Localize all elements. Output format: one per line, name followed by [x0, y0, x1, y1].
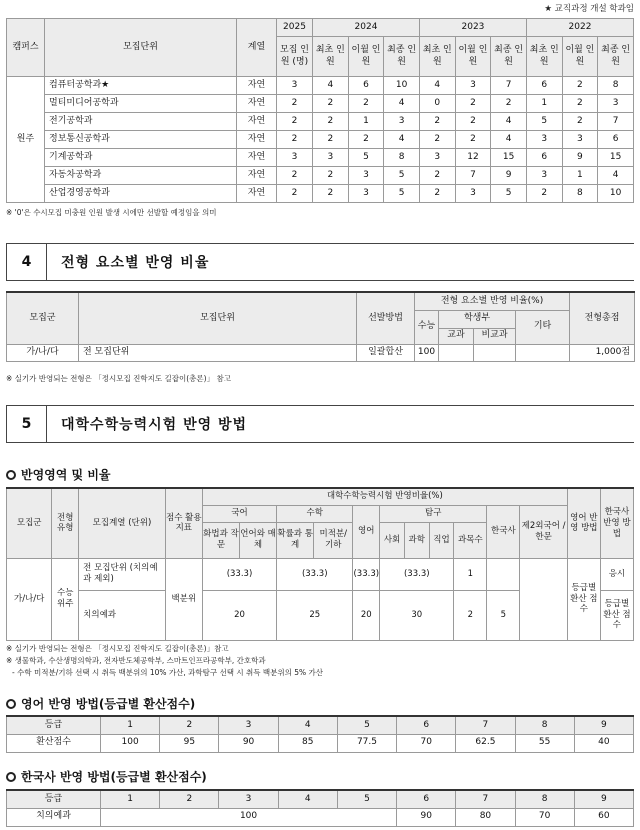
value-cell: 3: [526, 167, 562, 185]
history-grade-cell: 7: [456, 790, 515, 808]
value-cell: 5: [491, 185, 527, 203]
english-score-cell: 77.5: [337, 734, 396, 752]
value-cell: 12: [455, 149, 491, 167]
value-cell: 2: [562, 95, 598, 113]
row2-math: 25: [277, 590, 353, 640]
header-total: 전형총점: [570, 292, 635, 344]
history-score-cell: 70: [515, 808, 574, 826]
field-cell: 자연: [237, 149, 277, 167]
subheading-english: [6, 695, 195, 712]
value-cell: 15: [491, 149, 527, 167]
value-cell: 10: [384, 77, 420, 95]
header-carry: 이월 인원: [562, 37, 598, 77]
english-grade-cell: 8: [515, 716, 574, 734]
header-k2: 언어와 매체: [239, 522, 276, 558]
section-5-title: 대학수학능력시험 반영 방법: [61, 417, 248, 433]
row-type: 수능 위주: [52, 558, 79, 640]
value-cell: 6: [526, 149, 562, 167]
row-index: 백분위: [165, 558, 202, 640]
circle-bullet-icon: [6, 699, 16, 709]
header-type: 전형 유형: [52, 488, 79, 558]
row2-korean: 20: [202, 590, 276, 640]
value-cell: 4: [491, 113, 527, 131]
header-record: 학생부: [439, 310, 516, 328]
value-cell: 9: [491, 167, 527, 185]
header-unit: 모집단위: [45, 19, 237, 77]
english-table: [6, 715, 634, 753]
value-cell: 3: [348, 185, 384, 203]
header-etc: 기타: [516, 310, 570, 344]
row2-history: 5: [487, 590, 520, 640]
english-grade-cell: 6: [397, 716, 456, 734]
value-cell: 2: [562, 113, 598, 131]
history-grade-cell: 5: [337, 790, 396, 808]
value-cell: 2: [313, 185, 349, 203]
english-score-cell: 70: [397, 734, 456, 752]
value-cell: 3: [384, 113, 420, 131]
header-i1: 사회: [380, 522, 405, 558]
unit-cell: 기계공학과: [45, 149, 237, 167]
history-grade-cell: 3: [219, 790, 278, 808]
english-score-cell: 100: [101, 734, 160, 752]
english-grade-cell: 9: [574, 716, 633, 734]
row-method: 일괄합산: [357, 344, 415, 361]
row-group: 가/나/다: [7, 344, 79, 361]
unit-cell: 산업경영공학과: [45, 185, 237, 203]
value-cell: 2: [277, 113, 313, 131]
value-cell: 3: [598, 95, 634, 113]
row1-math: (33.3): [277, 558, 353, 590]
value-cell: 2: [526, 185, 562, 203]
header-m1: 확률과 통계: [277, 522, 314, 558]
section5-note-2: ※ 생물학과, 수산생명의학과, 전자반도체공학부, 스마트인프라공학부, 간호학과: [6, 656, 266, 665]
row1-count: 1: [454, 558, 487, 590]
unit-cell: 컴퓨터공학과★: [45, 77, 237, 95]
english-score-cell: 95: [160, 734, 219, 752]
table-row: [7, 185, 634, 203]
history-grade-cell: 8: [515, 790, 574, 808]
header-inquiry: 탐구: [380, 505, 487, 522]
table-row: [7, 131, 634, 149]
value-cell: 6: [598, 131, 634, 149]
value-cell: 4: [419, 77, 455, 95]
value-cell: 2: [419, 185, 455, 203]
row1-english: (33.3): [353, 558, 380, 590]
value-cell: 4: [313, 77, 349, 95]
header-carry: 이월 인원: [455, 37, 491, 77]
value-cell: 2: [455, 113, 491, 131]
header-field: 계열: [237, 19, 277, 77]
header-2022: 2022: [526, 19, 633, 37]
history-score-cell: 60: [574, 808, 633, 826]
value-cell: 8: [598, 77, 634, 95]
history-grade-cell: 6: [397, 790, 456, 808]
english-grade-cell: 4: [278, 716, 337, 734]
header-unit: 모집계열 (단위): [79, 488, 166, 558]
header-method: 선발방법: [357, 292, 415, 344]
header-final: 최종 인원: [491, 37, 527, 77]
header-init: 최초 인원: [526, 37, 562, 77]
history-score-cell: 90: [397, 808, 456, 826]
english-score-cell: 55: [515, 734, 574, 752]
history-grade-cell: 2: [160, 790, 219, 808]
value-cell: 2: [419, 131, 455, 149]
subheading-history-text: 한국사 반영 방법(등급별 환산점수): [21, 770, 207, 784]
value-cell: 5: [348, 149, 384, 167]
english-score-label: 환산점수: [7, 734, 101, 752]
header-i4: 과목수: [454, 522, 487, 558]
value-cell: 3: [562, 131, 598, 149]
field-cell: 자연: [237, 113, 277, 131]
value-cell: 2: [313, 167, 349, 185]
table-row: [7, 95, 634, 113]
value-cell: 3: [526, 131, 562, 149]
value-cell: 4: [384, 131, 420, 149]
header-eng-method: 영어 반영 방법: [567, 488, 600, 558]
value-cell: 3: [419, 149, 455, 167]
history-grade-cell: 1: [101, 790, 160, 808]
value-cell: 3: [313, 149, 349, 167]
header-math: 수학: [277, 505, 353, 522]
value-cell: 2: [455, 131, 491, 149]
value-cell: 5: [384, 167, 420, 185]
history-grade-cell: 9: [574, 790, 633, 808]
header-campus: 캠퍼스: [7, 19, 45, 77]
value-cell: 2: [419, 167, 455, 185]
value-cell: 2: [277, 131, 313, 149]
table-row: [7, 113, 634, 131]
value-cell: 2: [455, 95, 491, 113]
header-i3: 직업: [429, 522, 454, 558]
unit-cell: 자동차공학과: [45, 167, 237, 185]
section5-note-3: - 수학 미적분/기하 선택 시 취득 백분위의 10% 가산, 과학탐구 선택 시 취득 백분위의 5% 가산: [12, 668, 324, 677]
header-final: 최종 인원: [384, 37, 420, 77]
history-row-label: 치의예과: [7, 808, 101, 826]
history-grade-label: 등급: [7, 790, 101, 808]
header-carry: 이월 인원: [348, 37, 384, 77]
header-m2: 미적분/ 기하: [314, 522, 353, 558]
value-cell: 1: [562, 167, 598, 185]
table-row: [7, 167, 634, 185]
header-2025: 2025: [277, 19, 313, 37]
value-cell: 3: [348, 167, 384, 185]
row1-korean: (33.3): [202, 558, 276, 590]
value-cell: 8: [562, 185, 598, 203]
field-cell: 자연: [237, 167, 277, 185]
row1-unit: 전 모집단위 (치의예과 제외): [79, 558, 166, 590]
section-5-heading: [6, 405, 634, 443]
header-korean: 국어: [202, 505, 276, 522]
section5-note-1: ※ 실기가 반영되는 전형은 「정시모집 진학지도 길잡이(총론)」참고: [6, 644, 229, 653]
value-cell: 2: [277, 95, 313, 113]
value-cell: 3: [455, 185, 491, 203]
header-ratio: 대학수학능력시험 반영비율(%): [202, 488, 567, 505]
english-grade-cell: 7: [456, 716, 515, 734]
header-hist-method: 한국사 반영 방법: [600, 488, 633, 558]
value-cell: 3: [277, 77, 313, 95]
row2-unit: 치의예과: [79, 590, 166, 640]
value-cell: 2: [348, 95, 384, 113]
row-unit: 전 모집단위: [79, 344, 357, 361]
table-row: [7, 149, 634, 167]
subheading-history: [6, 768, 207, 785]
history-grade-cell: 4: [278, 790, 337, 808]
value-cell: 2: [348, 131, 384, 149]
value-cell: 2: [313, 113, 349, 131]
row-suneung: 100: [415, 344, 439, 361]
row2-english: 20: [353, 590, 380, 640]
value-cell: 1: [526, 95, 562, 113]
value-cell: 4: [491, 131, 527, 149]
history-table: [6, 789, 634, 827]
section-4-title: 전형 요소별 반영 비율: [61, 255, 210, 271]
field-cell: 자연: [237, 131, 277, 149]
header-ratio: 전형 요소별 반영 비율(%): [415, 292, 570, 310]
circle-bullet-icon: [6, 772, 16, 782]
header-nonsubjects: 비교과: [474, 328, 516, 344]
value-cell: 7: [491, 77, 527, 95]
row1-hist-method: 응시: [600, 558, 633, 590]
english-grade-cell: 3: [219, 716, 278, 734]
header-2024: 2024: [313, 19, 420, 37]
section4-note: ※ 실기가 반영되는 전형은 「정시모집 진학지도 길잡이(총론)」 참고: [6, 374, 231, 383]
value-cell: 10: [598, 185, 634, 203]
value-cell: 2: [419, 113, 455, 131]
value-cell: 8: [384, 149, 420, 167]
header-init: 최초 인원: [313, 37, 349, 77]
table-row: [7, 77, 634, 95]
header-unit: 모집단위: [79, 292, 357, 344]
subheading-areas-text: 반영영역 및 비율: [21, 468, 111, 482]
value-cell: 6: [348, 77, 384, 95]
field-cell: 자연: [237, 185, 277, 203]
english-grade-cell: 1: [101, 716, 160, 734]
unit-cell: 전기공학과: [45, 113, 237, 131]
row-total: 1,000점: [570, 344, 635, 361]
section-5-number: 5: [7, 406, 47, 442]
value-cell: 1: [348, 113, 384, 131]
circle-bullet-icon: [6, 470, 16, 480]
ratio-table: [6, 291, 634, 362]
section-4-heading: [6, 243, 634, 281]
history-merged-score: 100: [101, 808, 397, 826]
value-cell: 2: [313, 95, 349, 113]
header-final: 최종 인원: [598, 37, 634, 77]
row2-inquiry: 30: [380, 590, 454, 640]
english-grade-cell: 2: [160, 716, 219, 734]
history-score-cell: 80: [456, 808, 515, 826]
value-cell: 3: [455, 77, 491, 95]
table1-note: ※ '0'은 수시모집 미충원 인원 발생 시에만 선발할 예정임을 의미: [6, 208, 217, 217]
header-group: 모집군: [7, 292, 79, 344]
value-cell: 2: [277, 167, 313, 185]
header-index: 점수 활용 지표: [165, 488, 202, 558]
english-score-cell: 62.5: [456, 734, 515, 752]
english-grade-cell: 5: [337, 716, 396, 734]
header-k1: 화법과 작문: [202, 522, 239, 558]
value-cell: 3: [277, 149, 313, 167]
english-score-cell: 90: [219, 734, 278, 752]
value-cell: 2: [562, 77, 598, 95]
subheading-areas: [6, 466, 111, 483]
header-2025-sub: 모집 인원 (명): [277, 37, 313, 77]
header-english: 영어: [353, 505, 380, 558]
english-score-cell: 85: [278, 734, 337, 752]
value-cell: 4: [598, 167, 634, 185]
english-score-cell: 40: [574, 734, 633, 752]
header-suneung: 수능: [415, 310, 439, 344]
header-foreign: 제2외국어 /한문: [520, 505, 568, 558]
subheading-english-text: 영어 반영 방법(등급별 환산점수): [21, 697, 196, 711]
recruitment-table: [6, 18, 634, 203]
value-cell: 15: [598, 149, 634, 167]
campus-cell: 원주: [7, 77, 45, 203]
value-cell: 9: [562, 149, 598, 167]
header-group: 모집군: [7, 488, 52, 558]
header-subjects: 교과: [439, 328, 474, 344]
suneung-table: [6, 487, 634, 641]
field-cell: 자연: [237, 77, 277, 95]
section-4-number: 4: [7, 244, 47, 280]
unit-cell: 멀티미디어공학과: [45, 95, 237, 113]
value-cell: 6: [526, 77, 562, 95]
value-cell: 7: [455, 167, 491, 185]
value-cell: 2: [277, 185, 313, 203]
unit-cell: 정보통신공학과: [45, 131, 237, 149]
row2-count: 2: [454, 590, 487, 640]
value-cell: 5: [384, 185, 420, 203]
value-cell: 5: [526, 113, 562, 131]
top-note: ★ 교직과정 개설 학과임: [544, 4, 634, 14]
field-cell: 자연: [237, 95, 277, 113]
header-i2: 과학: [404, 522, 429, 558]
value-cell: 0: [419, 95, 455, 113]
value-cell: 2: [491, 95, 527, 113]
header-history: 한국사: [487, 505, 520, 558]
row-eng-method: 등급별 환산 점수: [567, 558, 600, 640]
value-cell: 2: [313, 131, 349, 149]
english-grade-label: 등급: [7, 716, 101, 734]
header-2023: 2023: [419, 19, 526, 37]
value-cell: 4: [384, 95, 420, 113]
row-group: 가/나/다: [7, 558, 52, 640]
row2-hist-method: 등급별 환산 점수: [600, 590, 633, 640]
header-init: 최초 인원: [419, 37, 455, 77]
value-cell: 7: [598, 113, 634, 131]
row1-inquiry: (33.3): [380, 558, 454, 590]
